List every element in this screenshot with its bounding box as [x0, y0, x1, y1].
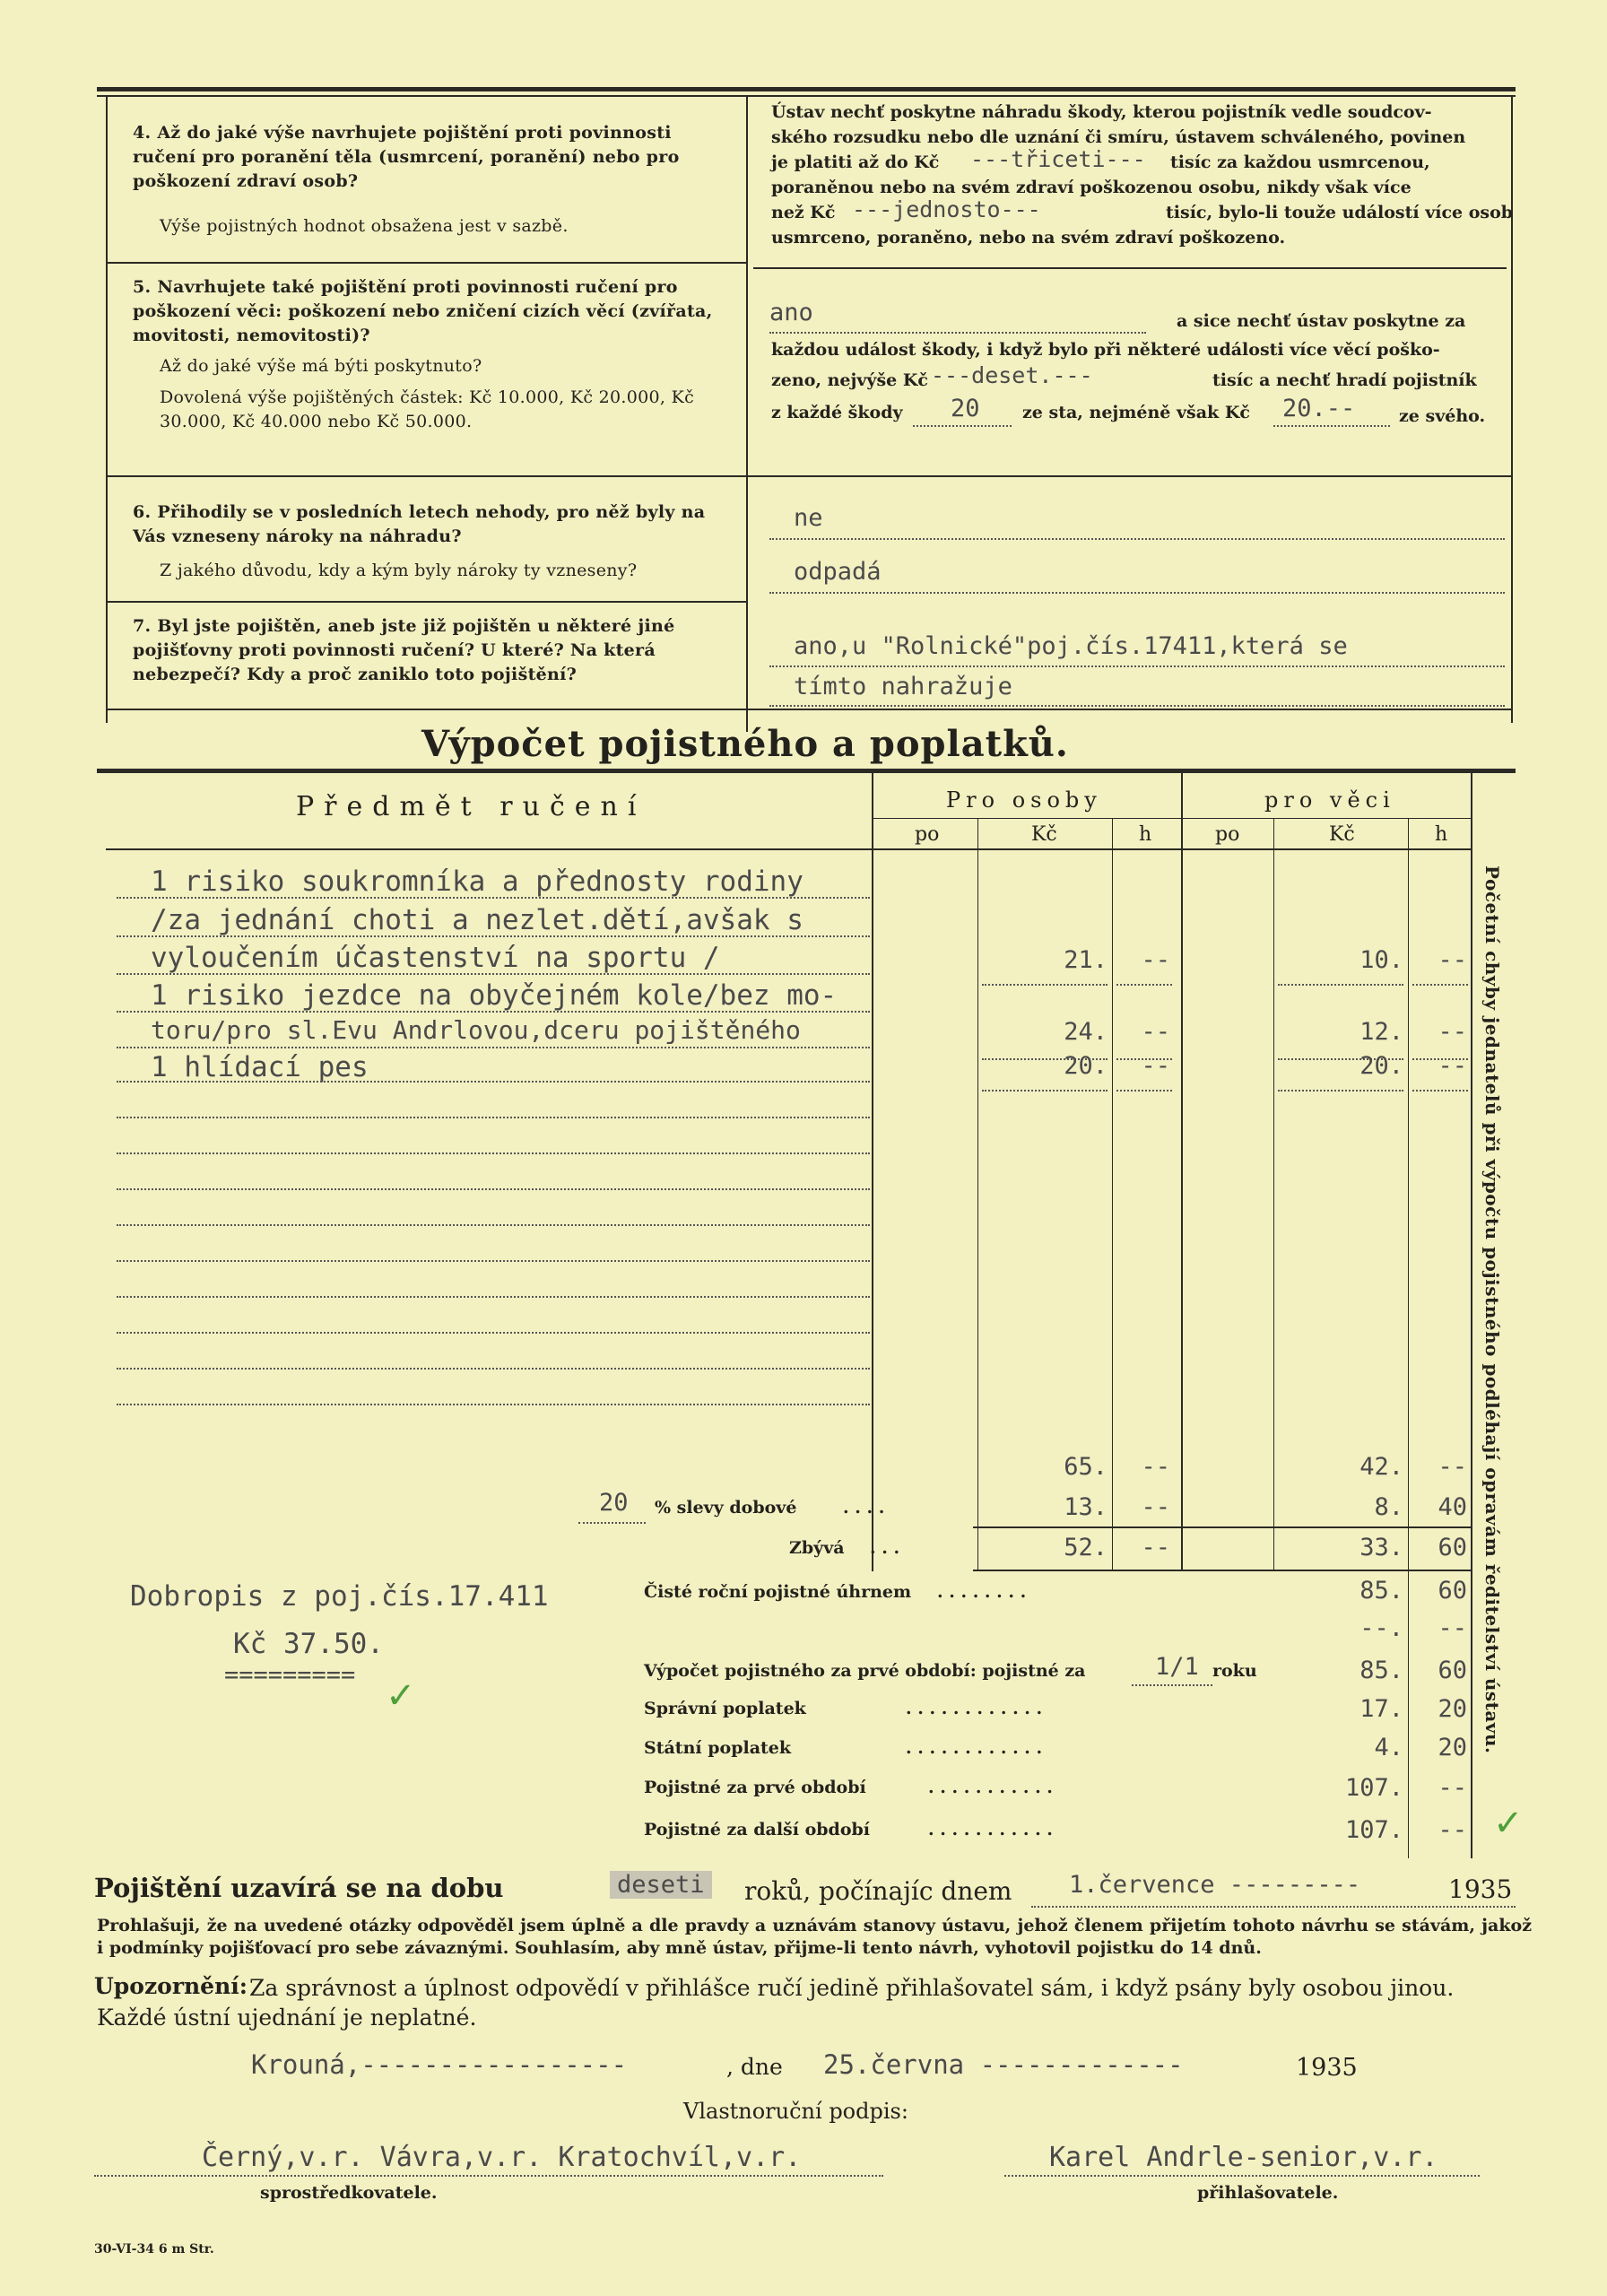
duration-a: Pojištění uzavírá se na dobu: [94, 1873, 504, 1903]
sum-things-h: --: [1438, 1453, 1467, 1481]
first-kc: 85.: [1359, 1657, 1403, 1684]
row3-things-h: --: [1438, 1052, 1467, 1080]
start-year: 1935: [1448, 1874, 1513, 1904]
ruled-line: [117, 1332, 870, 1334]
rest-things-h: 60: [1438, 1534, 1467, 1561]
first-period-dots: . . . . . . . . . . .: [928, 1778, 1053, 1797]
amount-rule: [1278, 984, 1403, 986]
row1-persons-kc: 21.: [1064, 946, 1108, 974]
answer-4-amount1: ---třiceti---: [970, 146, 1146, 172]
ruled-line: [117, 1081, 870, 1083]
grid-header-bottom: [106, 848, 1471, 850]
answer-5-amount: ---deset.---: [931, 362, 1093, 388]
rest-rule: [973, 1570, 1471, 1571]
ruled-line: [117, 1011, 870, 1013]
state-label: Státní poplatek: [644, 1738, 792, 1758]
ruled-line: [117, 1296, 870, 1298]
side-note: Početní chyby jednatelů při výpočtu pojistného podléhají opravám ředitelství ústavu.: [1481, 865, 1503, 1754]
start-date-line: [1031, 1906, 1516, 1908]
discount-things-kc: 8.: [1374, 1493, 1403, 1521]
answer-5-t1: a sice nechť ústav poskytne za: [1177, 311, 1466, 331]
question-4: 4. Až do jaké výše navrhujete pojištění proti povinnosti ručení pro poranění těla (usmrcení, poranění) nebo pro poškození zdraví osob?: [133, 123, 680, 191]
first-fraction-line: [1132, 1684, 1212, 1686]
top-rule: [97, 87, 1516, 91]
grid-p-po: [977, 818, 978, 1571]
answer-4-line4: poraněnou nebo na svém zdraví poškozenou osobu, nikdy však více: [771, 178, 1412, 197]
amount-rule: [1278, 1090, 1403, 1091]
a4-divider: [753, 267, 1507, 269]
row3-persons-h: --: [1141, 1052, 1170, 1080]
grid-v-kc: [1408, 818, 1409, 1858]
admin-h: 20: [1438, 1695, 1467, 1723]
ruled-line: [117, 1404, 870, 1405]
answer-4-line1: Ústav nechť poskytne náhradu škody, kterou pojistník vedle soudcov-: [771, 102, 1432, 122]
answer-4-line5a: než Kč: [771, 203, 836, 222]
place: Krouná,-----------------: [251, 2049, 628, 2080]
discount-things-h: 40: [1438, 1493, 1467, 1521]
answer-5-min: 20.--: [1282, 395, 1356, 422]
ruled-line: [117, 897, 870, 899]
answer-4-amount2: ---jednosto---: [852, 196, 1041, 222]
question-5-sub1: Až do jaké výše má býti poskytnuto?: [160, 356, 482, 376]
next-period-h: --: [1438, 1816, 1467, 1844]
year: 1935: [1296, 2054, 1358, 2082]
first-fraction: 1/1: [1155, 1653, 1199, 1681]
credit-line-1: Dobropis z poj.čís.17.411: [130, 1580, 549, 1613]
grid-v-po: [1273, 818, 1274, 1571]
grid-things-right: [1471, 773, 1472, 1858]
agents-label: sprostředkovatele.: [260, 2183, 438, 2203]
q4-divider: [108, 262, 746, 264]
row3-persons-kc: 20.: [1064, 1052, 1108, 1080]
answer-4-line5b: tisíc, bylo-li touže událostí více osob: [1166, 203, 1514, 222]
subject-header: Předmět ručení: [296, 791, 647, 822]
col-things-po: po: [1215, 823, 1240, 846]
first-h: 60: [1438, 1657, 1467, 1684]
discount-dots: . . . .: [843, 1498, 885, 1518]
subject-line-3: vyloučením účastenství na sportu /: [151, 942, 720, 974]
amount-rule: [1116, 984, 1172, 986]
answer-5-t2: každou událost škody, i když bylo při některé události více věcí poško-: [771, 340, 1440, 360]
q5-divider: [108, 475, 1511, 477]
ruled-line: [117, 1224, 870, 1226]
ruled-line: [117, 935, 870, 937]
grid-persons-right: [1181, 773, 1183, 1571]
discount-rule: [973, 1526, 1471, 1528]
persons-header: Pro osoby: [946, 787, 1102, 813]
question-6-sub: Z jakého důvodu, kdy a kým byly nároky ty vzneseny?: [160, 561, 638, 580]
first-period-label: Pojistné za prvé období: [644, 1778, 866, 1797]
credit-line-2: Kč 37.50.: [233, 1628, 384, 1660]
answer-7-line1-rule: [769, 665, 1505, 667]
first-label-b: roku: [1212, 1661, 1257, 1681]
applicant-label: přihlašovatele.: [1197, 2183, 1339, 2203]
blank-h: --: [1438, 1614, 1467, 1642]
applicant-line: [1004, 2175, 1480, 2177]
calc-top-rule: [97, 769, 1516, 773]
q6-divider: [108, 601, 746, 603]
rest-dots: . . .: [870, 1538, 900, 1558]
answer-7-line1: ano,u "Rolnické"poj.čís.17411,která se: [794, 632, 1348, 660]
answer-4-line2: ského rozsudku nebo dle uznání či smíru, ústavem schváleného, povinen: [771, 127, 1466, 147]
check-mark-icon: ✓: [386, 1675, 416, 1717]
grid-subject-right: [872, 773, 873, 1571]
discount-persons-h: --: [1141, 1493, 1170, 1521]
answer-6-line1-rule: [769, 538, 1505, 540]
rest-label: Zbývá: [789, 1538, 845, 1558]
answer-5-t4c: ze svého.: [1399, 406, 1486, 426]
ruled-line: [117, 1368, 870, 1370]
answer-5-t4a: z každé škody: [771, 403, 903, 422]
question-6: 6. Přihodily se v posledních letech nehody, pro něž byly na Vás vzneseny nároky na náhradu?: [133, 502, 706, 546]
answer-4-line3a: je platiti až do Kč: [771, 152, 940, 172]
state-dots: . . . . . . . . . . . .: [906, 1738, 1043, 1758]
start-date: 1.července ---------: [1069, 1871, 1361, 1899]
answer-7-line2-rule: [769, 705, 1505, 707]
print-code: 30-VI-34 6 m Str.: [94, 2242, 214, 2257]
col-persons-kc: Kč: [1031, 823, 1057, 846]
top-rule-thin: [97, 95, 1516, 97]
next-period-dots: . . . . . . . . . . .: [928, 1820, 1053, 1839]
row2-things-kc: 12.: [1359, 1018, 1403, 1046]
duration-b: roků, počínajíc dnem: [744, 1876, 1012, 1906]
answer-5-ano-line: [769, 332, 1146, 334]
calc-title: Výpočet pojistného a poplatků.: [421, 723, 1069, 765]
question-5: 5. Navrhujete také pojištění proti povinnosti ručení pro poškození věci: poškození nebo zničení cizích věcí (zvířata, movitosti, nemovitosti)?: [133, 277, 713, 345]
question-4-note: Výše pojistných hodnot obsažena jest v sazbě.: [160, 216, 569, 236]
answer-5-t4b: ze sta, nejméně však Kč: [1022, 403, 1250, 422]
things-header: pro věci: [1264, 787, 1395, 813]
frame-mid: [746, 95, 748, 732]
grid-header-mid: [872, 818, 1471, 819]
agents-signature: Černý,v.r. Vávra,v.r. Kratochvíl,v.r.: [202, 2142, 802, 2173]
warning-label: Upozornění:: [94, 1973, 248, 1999]
answer-5-percent-line: [913, 425, 1012, 427]
col-persons-h: h: [1139, 823, 1152, 846]
net-dots: . . . . . . . .: [937, 1582, 1027, 1602]
discount-pct-line: [578, 1522, 646, 1524]
date: 25.června -------------: [823, 2049, 1184, 2080]
first-label-a: Výpočet pojistného za prvé období: pojistné za: [644, 1661, 1086, 1681]
net-h: 60: [1438, 1577, 1467, 1605]
ruled-line: [117, 1260, 870, 1262]
check-mark-icon-2: ✓: [1493, 1803, 1524, 1844]
question-7: 7. Byl jste pojištěn, aneb jste již pojištěn u některé jiné pojišťovny proti povinnosti ručení? U které? Na která nebezpečí? Kdy a proč zaniklo toto pojištění?: [133, 616, 675, 684]
answer-5-min-line: [1273, 425, 1390, 427]
row1-persons-h: --: [1141, 946, 1170, 974]
next-period-kc: 107.: [1344, 1816, 1403, 1844]
ruled-line: [117, 973, 870, 975]
answer-5-t3a: zeno, nejvýše Kč: [771, 370, 928, 390]
rest-persons-h: --: [1141, 1534, 1170, 1561]
state-kc: 4.: [1374, 1734, 1403, 1761]
row2-persons-h: --: [1141, 1018, 1170, 1046]
state-h: 20: [1438, 1734, 1467, 1761]
amount-rule: [982, 1090, 1108, 1091]
row2-persons-kc: 24.: [1064, 1018, 1108, 1046]
sum-things-kc: 42.: [1359, 1453, 1403, 1481]
amount-rule: [1412, 984, 1468, 986]
declaration: Prohlašuji, že na uvedené otázky odpověděl jsem úplně a dle pravdy a uznávám stanovy ústavu, jehož členem přijetím tohoto návrhu se stávám, jakož i podmínky pojišťovací pro sebe závaznými. Souhlasím, aby mně ústav, přijme-li tento návrh, vyhotovil pojistku do 14 dnů.: [97, 1916, 1532, 1958]
agents-line: [94, 2175, 883, 2177]
sum-persons-kc: 65.: [1064, 1453, 1108, 1481]
row1-things-kc: 10.: [1359, 946, 1403, 974]
subject-line-4: 1 risiko jezdce na obyčejném kole/bez mo-: [151, 979, 838, 1012]
rest-persons-kc: 52.: [1064, 1534, 1108, 1561]
row3-things-kc: 20.: [1359, 1052, 1403, 1080]
amount-rule: [982, 984, 1108, 986]
net-label: Čisté roční pojistné úhrnem: [644, 1582, 912, 1602]
answer-5-t3b: tisíc a nechť hradí pojistník: [1212, 370, 1477, 390]
answer-6-line2: odpadá: [794, 558, 882, 586]
subject-line-1: 1 risiko soukromníka a přednosty rodiny: [151, 865, 804, 898]
sum-persons-h: --: [1141, 1453, 1170, 1481]
warning-text: Za správnost a úplnost odpovědí v přihlášce ručí jedině přihlašovatel sám, i když psány byly osobou jinou. Každé ústní ujednání je neplatné.: [97, 1975, 1455, 2031]
grid-p-kc: [1112, 818, 1113, 1571]
first-period-kc: 107.: [1344, 1774, 1403, 1802]
discount-pct: 20: [599, 1489, 629, 1517]
ruled-line: [117, 1047, 870, 1048]
blank-kc: --.: [1359, 1614, 1403, 1642]
admin-label: Správní poplatek: [644, 1699, 806, 1718]
q7-bottom-rule: [106, 709, 1512, 710]
answer-7-line2: tímto nahražuje: [794, 673, 1012, 700]
amount-rule: [1116, 1090, 1172, 1091]
answer-4-line6: usmrceno, poraněno, nebo na svém zdraví poškozeno.: [771, 228, 1286, 248]
ruled-line: [117, 1188, 870, 1190]
frame-left: [106, 95, 108, 723]
col-things-h: h: [1435, 823, 1448, 846]
rest-things-kc: 33.: [1359, 1534, 1403, 1561]
answer-6-line2-rule: [769, 592, 1505, 594]
discount-persons-kc: 13.: [1064, 1493, 1108, 1521]
admin-kc: 17.: [1359, 1695, 1403, 1723]
ruled-line: [117, 1152, 870, 1154]
ruled-line: [117, 1117, 870, 1118]
row1-things-h: --: [1438, 946, 1467, 974]
discount-label: % slevy dobové: [655, 1498, 797, 1518]
answer-5-percent: 20: [951, 395, 980, 422]
subject-line-2: /za jednání choti a nezlet.dětí,avšak s: [151, 904, 804, 936]
answer-6-line1: ne: [794, 504, 823, 532]
answer-4-line3b: tisíc za každou usmrcenou,: [1170, 152, 1430, 172]
net-kc: 85.: [1359, 1577, 1403, 1605]
credit-line-3: =========: [224, 1661, 356, 1689]
answer-5-ano: ano: [769, 299, 813, 326]
applicant-signature: Karel Andrle-senior,v.r.: [1049, 2142, 1438, 2173]
sign-label: Vlastnoruční podpis:: [683, 2099, 908, 2124]
question-5-sub2: Dovolená výše pojištěných částek: Kč 10.000, Kč 20.000, Kč 30.000, Kč 40.000 nebo Kč 50.000.: [160, 387, 695, 431]
date-label: , dne: [726, 2054, 783, 2080]
next-period-label: Pojistné za další období: [644, 1820, 871, 1839]
subject-line-6: 1 hlídací pes: [151, 1051, 369, 1083]
first-period-h: --: [1438, 1774, 1467, 1802]
col-persons-po: po: [915, 823, 940, 846]
row2-things-h: --: [1438, 1018, 1467, 1046]
duration-value: deseti: [610, 1871, 712, 1899]
admin-dots: . . . . . . . . . . . .: [906, 1699, 1043, 1718]
subject-line-5: toru/pro sl.Evu Andrlovou,dceru pojištěného: [151, 1015, 801, 1045]
frame-right: [1511, 95, 1513, 723]
amount-rule: [1412, 1090, 1468, 1091]
col-things-kc: Kč: [1329, 823, 1355, 846]
